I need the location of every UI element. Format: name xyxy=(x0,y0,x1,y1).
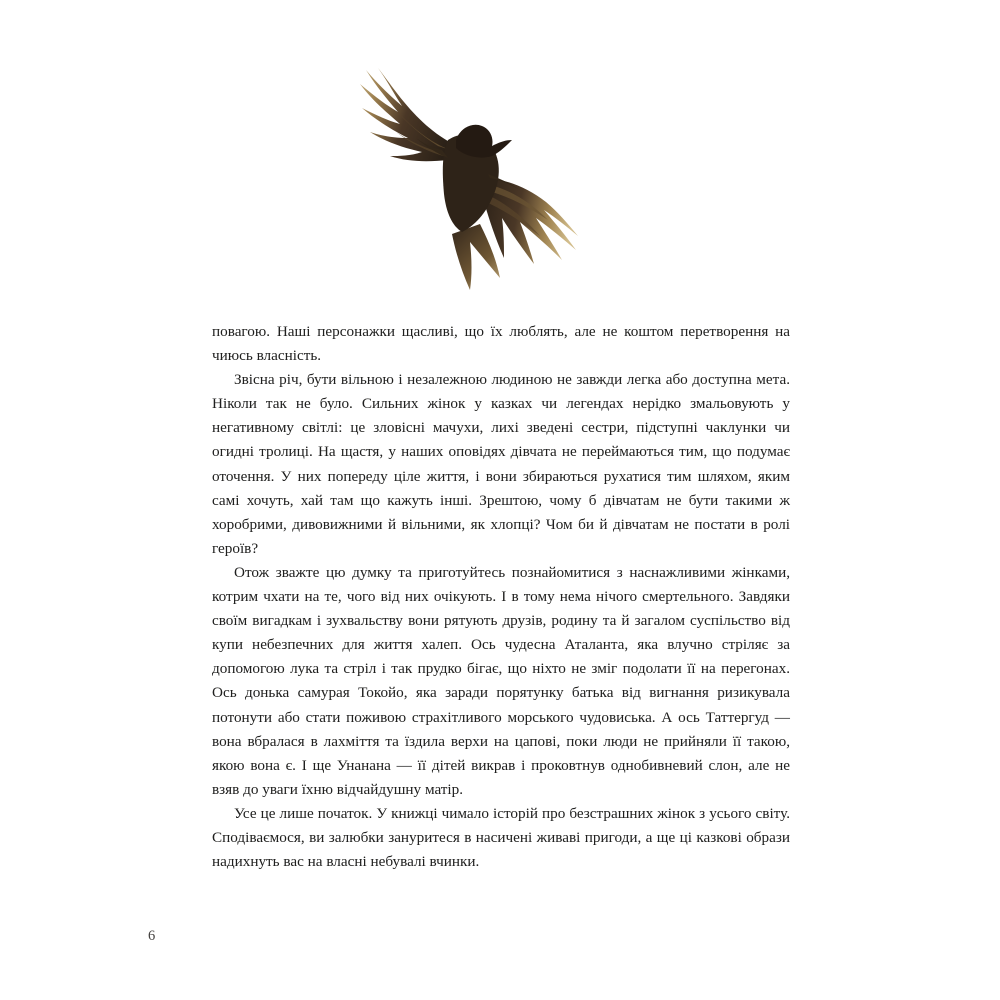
paragraph: Усе це лише початок. У книжці чимало історій про безстрашних жінок з усього світу. Сподіваємося, ви залюбки зануритеся в насичені живаві пригоди, а ще ці казкові образи надихнуть вас на власні небувалі вчинки. xyxy=(212,804,790,871)
page-number: 6 xyxy=(148,928,156,944)
page-body-text xyxy=(212,320,790,874)
soaring-eagle-illustration xyxy=(330,28,610,308)
paragraph: повагою. Наші персонажки щасливі, що їх люблять, але не коштом перетворення на чиюсь власність. xyxy=(212,323,790,365)
paragraph: Отож зважте цю думку та приготуйтесь познайомитися з наснажливими жінками, котрим чхати на те, чого від них очікують. І в тому нема нічого смертельного. Завдяки своїм вигадкам і зухвальству вони рятують друзів, родину та й загалом суспільство від купи небезпечних для життя халеп. Ось чудесна Аталанта, яка влучно стріляє за допомогою лука та стріл і так прудко бігає, що ніхто не зміг подолати її на перегонах. Ось донька самурая Токойо, яка заради порятунку батька від вигнання ризикувала потонути або стати поживою страхітливого морського чудовиська. А ось Таттергуд — вона вбралася в лахміття та їздила верхи на цапові, поки люди не прийняли її такою, якою вона є. І ще Унанана — її дітей викрав і проковтнув однобивневий слон, але не взяв до уваги їхню відчайдушну матір. xyxy=(212,563,790,798)
paragraph: Звісна річ, бути вільною і незалежною людиною не завжди легка або доступна мета. Ніколи так не було. Сильних жінок у казках чи легендах нерідко змальовують у негативному світлі: це зловісні мачухи, лихі зведені сестри, підступні чаклунки чи огидні тролиці. На щастя, у наших оповідях дівчата не переймаються тим, що подумає оточення. У них попереду ціле життя, і вони збираються рухатися тим шляхом, яким самі хочуть, хай там що кажуть інші. Зрештою, чому б дівчатам не бути такими ж хоробрими, дивовижними й вільними, як хлопці? Чом би й дівчатам не постати в ролі героїв? xyxy=(212,371,790,557)
